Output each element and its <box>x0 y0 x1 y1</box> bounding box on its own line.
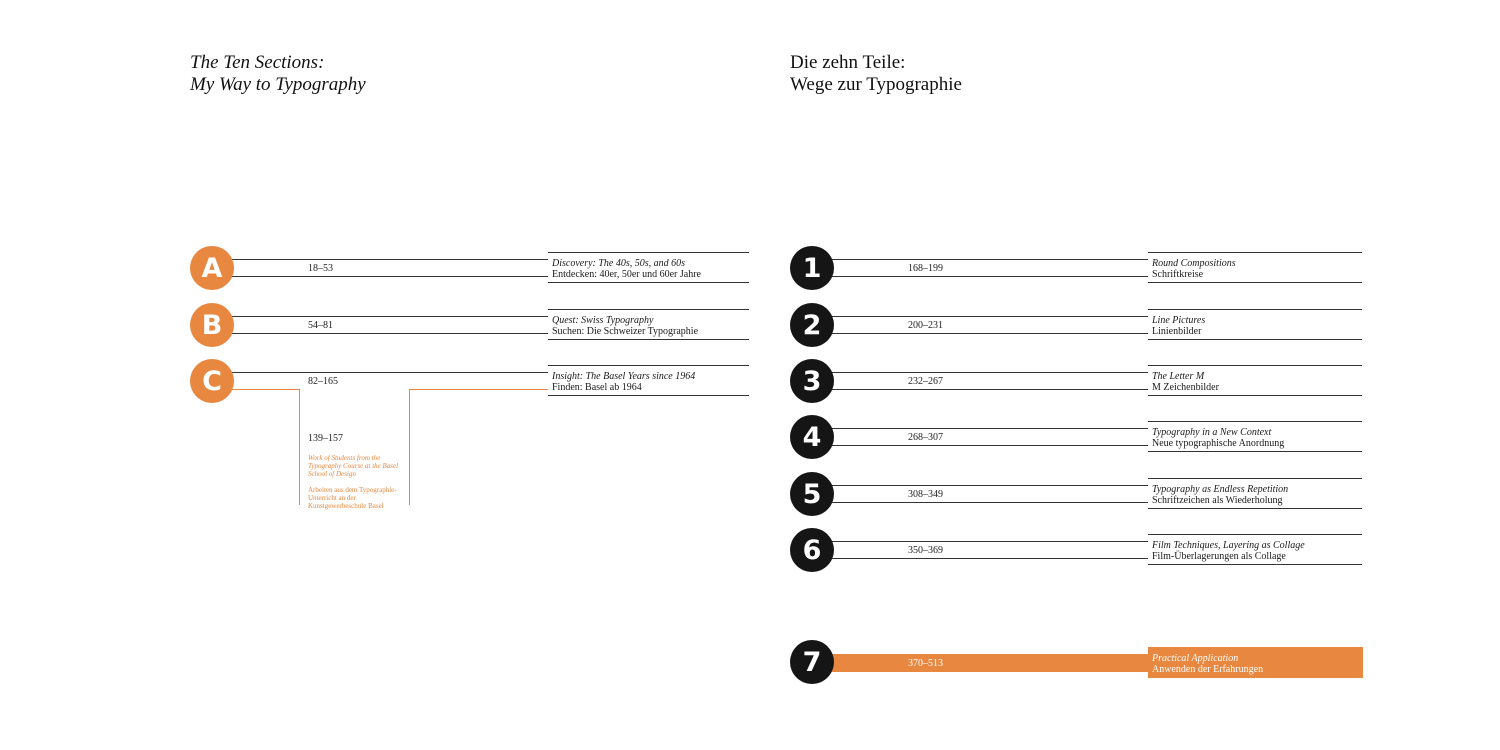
section-badge-4: 4 <box>790 415 834 459</box>
sub-title-de: Arbeiten aus dem Typographie-Unterricht an der Kunstgewerbeschule Basel <box>308 486 397 510</box>
divider <box>1148 478 1362 479</box>
section-title-de: Anwenden der Erfahrungen <box>1152 664 1264 675</box>
section-label <box>1152 540 1305 562</box>
section-title-en: Quest: Swiss Typography <box>552 315 654 326</box>
section-title-en: Typography as Endless Repetition <box>1152 484 1289 495</box>
divider <box>548 282 749 283</box>
page-range: 82–165 <box>308 376 338 387</box>
divider <box>1148 508 1362 509</box>
section-badge-7: 7 <box>790 640 834 684</box>
divider <box>812 541 1148 542</box>
divider <box>548 309 749 310</box>
section-title-en: Practical Application <box>1152 653 1239 664</box>
divider <box>1148 421 1362 422</box>
divider <box>1148 309 1362 310</box>
divider <box>812 276 1148 277</box>
page-range: 268–307 <box>908 432 943 443</box>
divider <box>812 316 1148 317</box>
bracket-line <box>299 389 300 505</box>
section-label <box>1152 484 1288 506</box>
left-heading-line1: The Ten Sections: <box>190 52 325 73</box>
section-title-en: The Letter M <box>1152 371 1205 382</box>
page-range: 200–231 <box>908 320 943 331</box>
section-badge-b: B <box>190 303 234 347</box>
page-range: 308–349 <box>908 489 943 500</box>
divider <box>1148 534 1362 535</box>
divider <box>812 485 1148 486</box>
section-title-de: Film-Überlagerungen als Collage <box>1152 551 1286 562</box>
section-title-en: Line Pictures <box>1152 315 1206 326</box>
divider <box>812 445 1148 446</box>
section-badge-2: 2 <box>790 303 834 347</box>
divider <box>1148 252 1362 253</box>
divider <box>548 395 749 396</box>
section-title-de: Schriftzeichen als Wiederholung <box>1152 495 1283 506</box>
divider <box>1148 339 1362 340</box>
section-badge-5: 5 <box>790 472 834 516</box>
divider <box>1148 564 1362 565</box>
section-title-en: Film Techniques, Layering as Collage <box>1152 540 1305 551</box>
divider <box>812 428 1148 429</box>
section-badge-a: A <box>190 246 234 290</box>
section-title-de: Entdecken: 40er, 50er und 60er Jahre <box>552 269 701 280</box>
page-range: 18–53 <box>308 263 333 274</box>
section-title-de: Schriftkreise <box>1152 269 1204 280</box>
divider <box>548 365 749 366</box>
section-label <box>1152 653 1263 675</box>
page-range: 168–199 <box>908 263 943 274</box>
section-title-de: M Zeichenbilder <box>1152 382 1219 393</box>
left-heading-line2: My Way to Typography <box>190 74 366 95</box>
section-title-de: Linienbilder <box>1152 326 1202 337</box>
section-title-de: Finden: Basel ab 1964 <box>552 382 642 393</box>
divider <box>812 389 1148 390</box>
divider <box>1148 395 1362 396</box>
section-badge-1: 1 <box>790 246 834 290</box>
divider <box>212 333 548 334</box>
bracket-line <box>409 389 548 390</box>
divider <box>212 276 548 277</box>
sub-section-label <box>308 454 404 510</box>
divider <box>1148 451 1362 452</box>
section-label <box>552 258 701 280</box>
divider <box>548 252 749 253</box>
right-heading-line2: Wege zur Typographie <box>790 74 962 95</box>
section-title-en: Round Compositions <box>1152 258 1236 269</box>
divider <box>812 372 1148 373</box>
sub-title-en: Work of Students from the Typography Course at the Basel School of Design <box>308 454 399 478</box>
page-range: 54–81 <box>308 320 333 331</box>
section-title-en: Insight: The Basel Years since 1964 <box>552 371 696 382</box>
right-heading <box>790 52 962 96</box>
section-label <box>552 371 695 393</box>
section-label <box>1152 258 1236 280</box>
sub-page-range: 139–157 <box>308 433 343 444</box>
divider <box>1148 365 1362 366</box>
highlight-bar <box>812 654 1148 672</box>
divider <box>812 558 1148 559</box>
divider <box>212 372 548 373</box>
bracket-line <box>409 389 410 505</box>
divider <box>812 259 1148 260</box>
page-range: 370–513 <box>908 658 943 669</box>
section-badge-c: C <box>190 359 234 403</box>
section-badge-6: 6 <box>790 528 834 572</box>
section-label <box>1152 427 1284 449</box>
section-label <box>1152 315 1205 337</box>
divider <box>812 502 1148 503</box>
section-label <box>552 315 698 337</box>
divider <box>212 259 548 260</box>
section-title-en: Discovery: The 40s, 50s, and 60s <box>552 258 686 269</box>
left-heading <box>190 52 366 96</box>
divider <box>1148 282 1362 283</box>
section-title-de: Neue typographische Anordnung <box>1152 438 1285 449</box>
divider <box>212 316 548 317</box>
divider <box>812 333 1148 334</box>
section-label <box>1152 371 1219 393</box>
section-title-en: Typography in a New Context <box>1152 427 1272 438</box>
section-badge-3: 3 <box>790 359 834 403</box>
page-range: 232–267 <box>908 376 943 387</box>
section-title-de: Suchen: Die Schweizer Typographie <box>552 326 699 337</box>
page-range: 350–369 <box>908 545 943 556</box>
divider <box>548 339 749 340</box>
right-heading-line1: Die zehn Teile: <box>790 52 906 73</box>
